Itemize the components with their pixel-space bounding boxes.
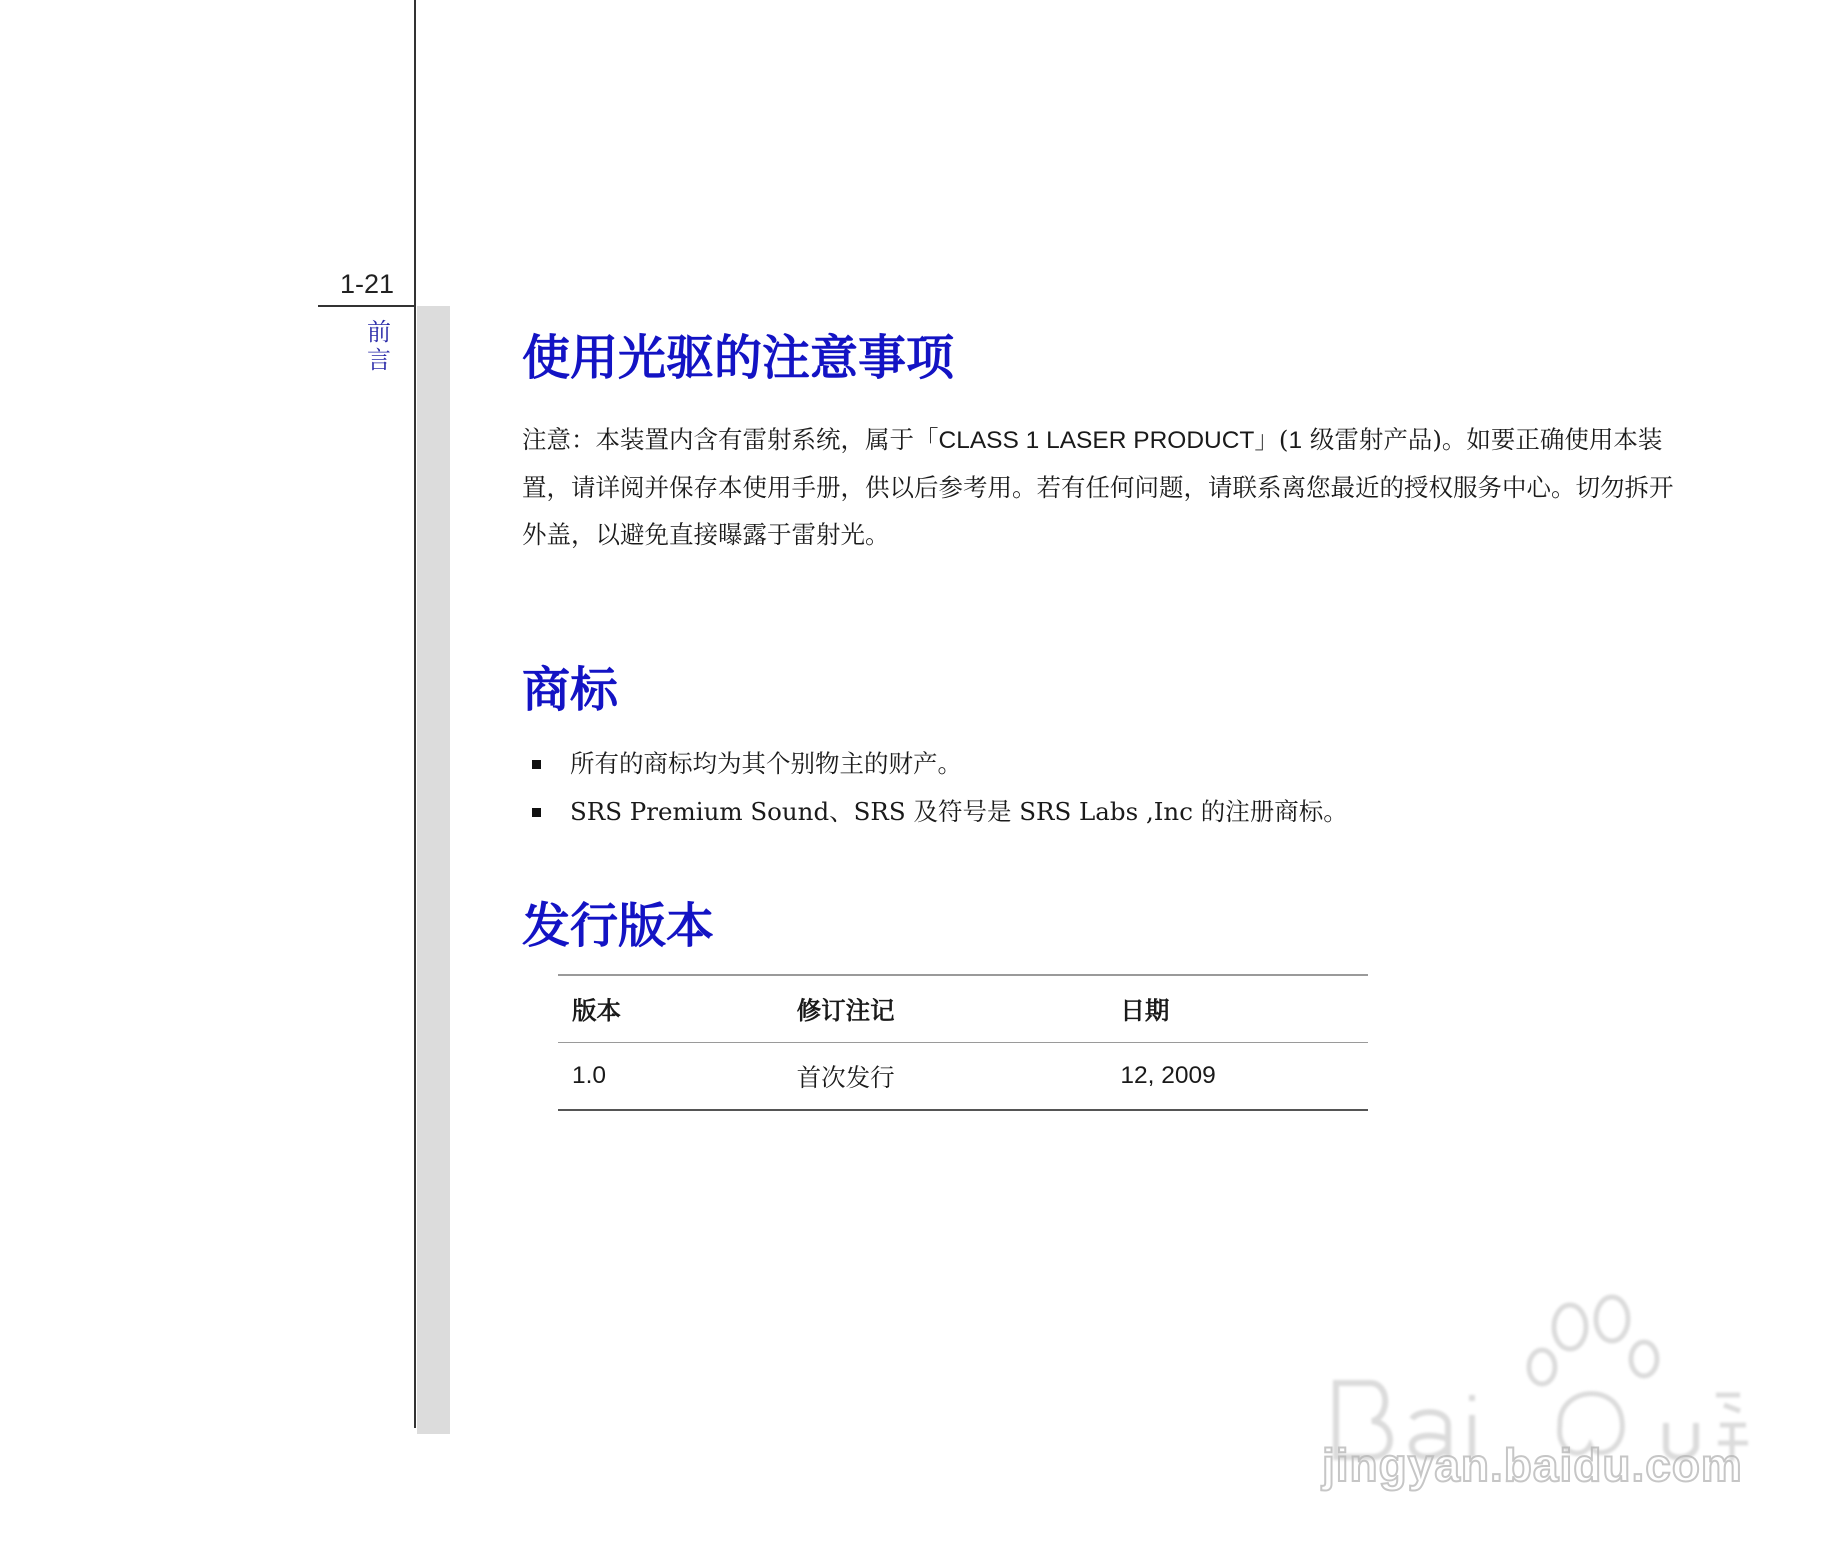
- chapter-label: 前言: [367, 318, 391, 374]
- header-notes: 修订注记: [796, 995, 895, 1025]
- page-number: 1-21: [339, 269, 394, 299]
- margin-gray-bar: [417, 306, 450, 1434]
- cell-version: 1.0: [572, 1062, 607, 1089]
- list-item-text: SRS Premium Sound、SRS 及符号是 SRS Labs ,Inc 的注册商标。: [570, 797, 1348, 826]
- watermark-url: jingyan.baidu.com: [1322, 1439, 1743, 1491]
- margin-vertical-rule: [414, 0, 416, 1428]
- optical-drive-notice: [522, 416, 1682, 558]
- notice-text-part1: 注意：本装置内含有雷射系统，属于「: [522, 425, 939, 454]
- notice-class-number: 1: [1288, 427, 1303, 454]
- section-title-trademark: 商标: [522, 662, 619, 718]
- table-header-row: [558, 975, 1368, 1043]
- list-item: [530, 788, 1630, 836]
- notice-text-part3: 级雷射产品)。如要正确使用本装置，请详阅并保存本使用手册，供以后参考用。若有任何问题，请联系离您最近的授权服务中心。切勿拆开外盖，以避免直接曝露于雷射光。: [522, 425, 1674, 549]
- table-row: [558, 1043, 1368, 1111]
- cell-date: 12, 2009: [1120, 1062, 1216, 1089]
- section-title-release: 发行版本: [522, 898, 715, 954]
- margin-horizontal-rule: [318, 305, 415, 307]
- cell-notes: 首次发行: [796, 1062, 895, 1092]
- section-title-optical-drive: 使用光驱的注意事项: [522, 330, 955, 386]
- header-version: 版本: [572, 995, 621, 1025]
- list-item-text: 所有的商标均为其个别物主的财产。: [570, 749, 962, 778]
- notice-text-part2: 」(: [1254, 425, 1289, 454]
- square-bullet-icon: [532, 808, 541, 817]
- trademark-list: [530, 740, 1630, 836]
- header-date: 日期: [1120, 995, 1170, 1025]
- notice-laser-label: CLASS 1 LASER PRODUCT: [938, 427, 1255, 454]
- square-bullet-icon: [532, 760, 541, 769]
- list-item: [530, 740, 1630, 788]
- release-table: [558, 974, 1368, 1111]
